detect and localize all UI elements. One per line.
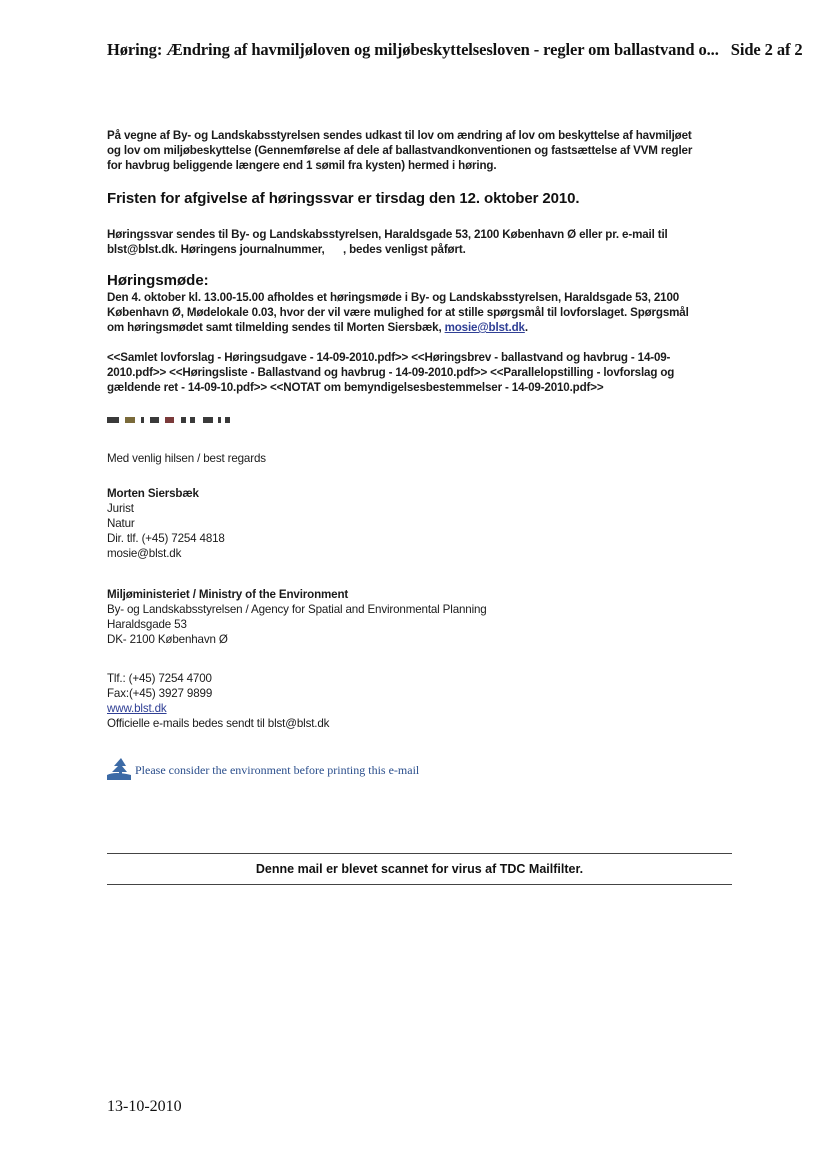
sender-department: Natur <box>107 517 135 530</box>
attachments-list <box>107 350 674 395</box>
greeting <box>107 451 266 466</box>
document-title: Høring: Ændring af havmiljøloven og miljøbeskyttelsesloven - regler om ballastvand o... <box>107 40 719 59</box>
greeting-text: Med venlig hilsen / best regards <box>107 452 266 465</box>
attachment-line[interactable]: 2010.pdf>> <<Høringsliste - Ballastvand og havbrug - 14-09-2010.pdf>> <<Parallelopstilling - lovforslag og <box>107 366 675 379</box>
agency: By- og Landskabsstyrelsen / Agency for Spatial and Environmental Planning <box>107 603 487 616</box>
sender-title: Jurist <box>107 502 134 515</box>
contact-block <box>107 671 329 731</box>
intro-line: og lov om miljøbeskyttelse (Gennemførelse af dele af ballastvandkonventionen og fastsættelse af VVM regler <box>107 144 693 157</box>
virus-scan-note: Denne mail er blevet scannet for virus af TDC Mailfilter. <box>255 862 584 876</box>
response-line: Høringssvar sendes til By- og Landskabsstyrelsen, Haraldsgade 53, 2100 København Ø eller pr. e-mail til <box>107 228 668 241</box>
official-email-note: Officielle e-mails bedes sendt til blst@blst.dk <box>107 717 330 730</box>
page-number: Side 2 af 2 <box>730 40 803 59</box>
sender-block <box>107 486 225 561</box>
city: DK- 2100 København Ø <box>107 633 228 646</box>
intro-line: for havbrug beliggende længere end 1 sømil fra kysten) hermed i høring. <box>107 159 497 172</box>
response-paragraph <box>107 227 668 257</box>
sender-phone: Dir. tlf. (+45) 7254 4818 <box>107 532 225 545</box>
attachment-line[interactable]: gældende ret - 14-09-10.pdf>> <<NOTAT om bemyndigelsesbestemmelser - 14-09-2010.pdf>> <box>107 381 604 394</box>
meeting-text: om høringsmødet samt tilmelding sendes til Morten Siersbæk, <box>107 321 445 334</box>
phone: Tlf.: (+45) 7254 4700 <box>107 672 212 685</box>
fax: Fax:(+45) 3927 9899 <box>107 687 213 700</box>
meeting-heading: Høringsmøde: <box>107 272 209 289</box>
attachment-line[interactable]: <<Samlet lovforslag - Høringsudgave - 14-09-2010.pdf>> <<Høringsbrev - ballastvand og havbrug - 14-09- <box>107 351 671 364</box>
response-line: blst@blst.dk. Høringens journalnummer, , bedes venligst påført. <box>107 243 466 256</box>
organization-block <box>107 587 487 647</box>
sender-email: mosie@blst.dk <box>107 547 182 560</box>
environment-text: Please consider the environment before printing this e-mail <box>135 763 420 777</box>
website-row <box>107 701 329 716</box>
tree-icon <box>107 758 131 780</box>
meeting-line: Den 4. oktober kl. 13.00-15.00 afholdes et høringsmøde i By- og Landskabsstyrelsen, Haraldsgade 53, 2100 <box>107 291 680 304</box>
intro-line: På vegne af By- og Landskabsstyrelsen sendes udkast til lov om ændring af lov om beskyttelse af havmiljøet <box>107 129 692 142</box>
footer-rule-bottom <box>107 884 732 885</box>
website-link[interactable]: www.blst.dk <box>107 702 167 715</box>
meeting-text-end: . <box>524 321 528 334</box>
intro-paragraph <box>107 128 692 173</box>
deadline-heading: Fristen for afgivelse af høringssvar er tirsdag den 12. oktober 2010. <box>107 190 580 207</box>
meeting-email-link[interactable]: mosie@blst.dk <box>444 321 525 334</box>
print-date: 13-10-2010 <box>107 1098 182 1115</box>
scanned-logo-strip <box>107 417 277 427</box>
sender-name: Morten Siersbæk <box>107 487 199 500</box>
meeting-line: København Ø, Mødelokale 0.03, hvor der vil være mulighed for at stille spørgsmål til lovforslaget. Spørgsmål <box>107 306 689 319</box>
street-address: Haraldsgade 53 <box>107 618 187 631</box>
ministry: Miljøministeriet / Ministry of the Environment <box>107 588 349 601</box>
meeting-paragraph <box>107 290 689 335</box>
page-header <box>107 40 803 60</box>
footer-rule-top <box>107 853 732 854</box>
meeting-line <box>107 320 689 335</box>
